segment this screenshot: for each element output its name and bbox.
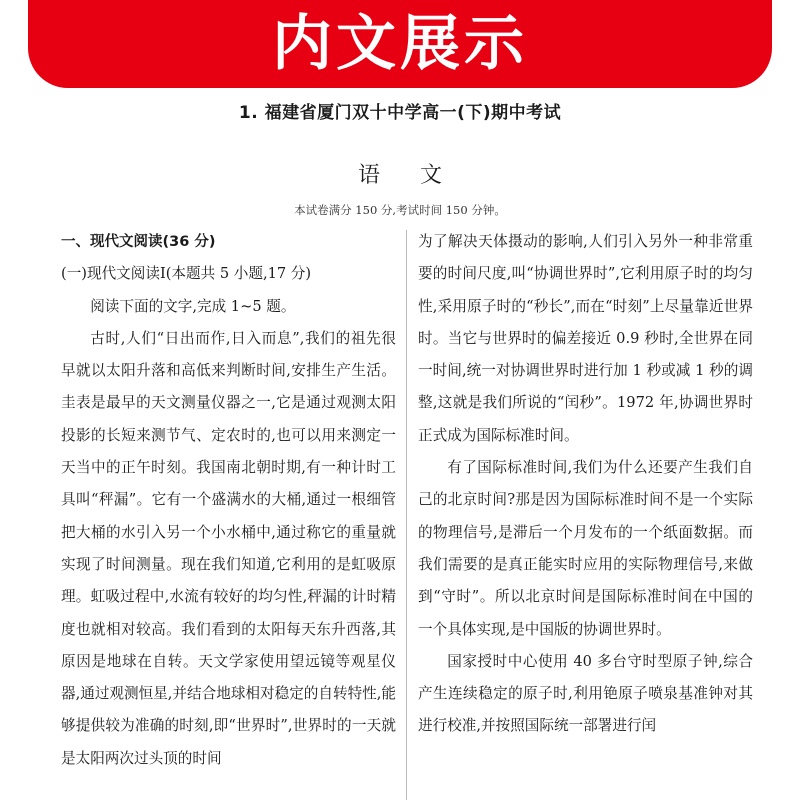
column-divider: [406, 230, 407, 800]
instruction-text: 阅读下面的文字,完成 1~5 题。: [90, 297, 296, 315]
left-column: [61, 226, 396, 775]
body-paragraph-continued: 为了解决天体摄动的影响,人们引入另外一种非常重要的时间尺度,叫“协调世界时”,它利用原子时的均匀性,采用原子时的“秒长”,而在“时刻”上尽量靠近世界时。当它与世界时的偏差接近 0.9 秒时,全世界在同一时间,统一对协调世界时进行加 1 秒或减 1 秒的调整,这就是我们所说的“闰秒”。1972 年,协调世界时正式成为国际标准时间。: [418, 233, 753, 444]
subject-title: 语文: [357, 163, 482, 188]
right-column: [418, 226, 753, 743]
exam-title: 1. 福建省厦门双十中学高一(下)期中考试: [238, 103, 562, 123]
body-paragraph: 古时,人们“日出而作,日入而息”,我们的祖先很早就以太阳升落和高低来判断时间,安排生产生活。圭表是最早的天文测量仪器之一,它是通过观测太阳投影的长短来测节气、定农时的,也可以用来测定一天当中的正午时刻。我国南北朝时期,有一种计时工具叫“秤漏”。它有一个盛满水的大桶,通过一根细管把大桶的水引入另一个小水桶中,通过称它的重量就实现了时间测量。现在我们知道,它利用的是虹吸原理。虹吸过程中,水流有较好的均匀性,秤漏的计时精度也就相对较高。我们看到的太阳每天东升西落,其原因是地球在自转。天文学家使用望远镜等观星仪器,通过观测恒星,并结合地球相对稳定的自转特性,能够提供较为准确的时刻,即“世界时”,世界时的一天就是太阳两次过头顶的时间: [61, 329, 396, 767]
body-paragraph: 国家授时中心使用 40 多台守时型原子钟,综合产生连续稳定的原子时,利用铯原子喷泉基准钟对其进行校准,并按照国际统一部署进行闰: [418, 652, 753, 735]
header-banner: [0, 0, 800, 91]
exam-note: 本试卷满分 150 分,考试时间 150 分钟。: [294, 203, 506, 217]
banner-red-tab: [28, 0, 772, 88]
body-paragraph: 有了国际标准时间,我们为什么还要产生我们自己的北京时间?那是因为国际标准时间不是一个实际的物理信号,是滞后一个月发布的一个纸面数据。而我们需要的是真正能实时应用的实际物理信号,来做到“守时”。所以北京时间是国际标准时间在中国的一个具体实现,是中国版的协调世界时。: [418, 459, 753, 638]
banner-title: 内文展示: [272, 9, 528, 79]
section-heading: 一、现代文阅读(36 分): [61, 234, 216, 250]
sub-heading: (一)现代文阅读Ⅰ(本题共 5 小题,17 分): [61, 265, 312, 283]
